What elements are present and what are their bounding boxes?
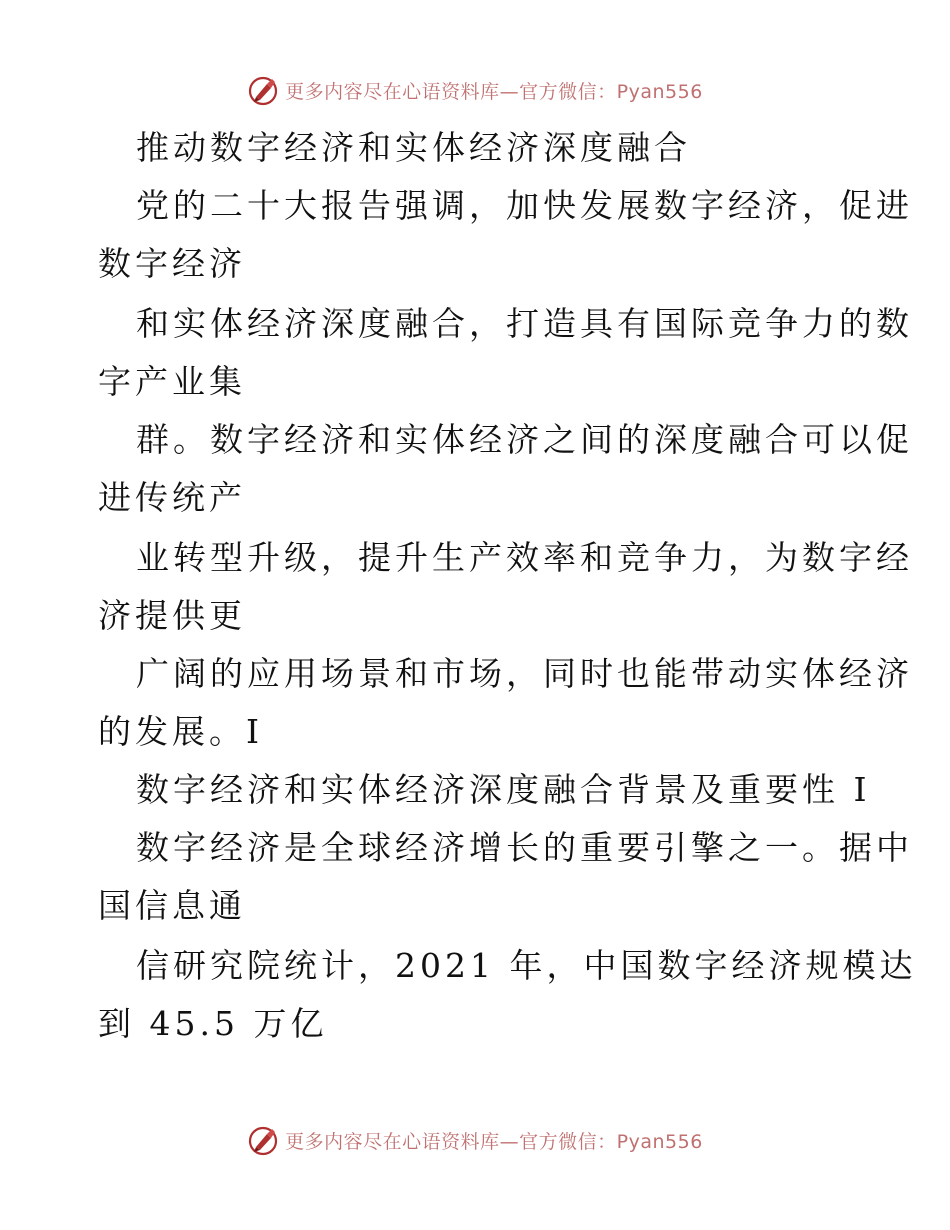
paragraph-line: 国信息通 — [98, 886, 246, 925]
header-banner — [0, 70, 950, 110]
paragraph-line: 数字经济是全球经济增长的重要引擎之一。据中 — [136, 828, 913, 867]
paragraph-line: 到 45.5 万亿 — [98, 1004, 328, 1043]
pen-logo-icon — [247, 1124, 279, 1156]
paragraph-line: 的发展。I — [98, 712, 264, 751]
paragraph-line: 党的二十大报告强调，加快发展数字经济，促进 — [136, 186, 913, 225]
doc-title-line: 推动数字经济和实体经济深度融合 — [136, 128, 691, 167]
paragraph-line: 和实体经济深度融合，打造具有国际竞争力的数 — [136, 304, 913, 343]
paragraph-line: 数字经济 — [98, 244, 246, 283]
paragraph-line: 进传统产 — [98, 478, 246, 517]
paragraph-line: 信研究院统计，2021 年，中国数字经济规模达 — [136, 946, 917, 985]
paragraph-line: 广阔的应用场景和市场，同时也能带动实体经济 — [136, 654, 913, 693]
header-banner-text: 更多内容尽在心语资料库—官方微信：Pyan556 — [285, 80, 703, 103]
paragraph-line: 字产业集 — [98, 362, 246, 401]
paragraph-line: 济提供更 — [98, 596, 246, 635]
paragraph-line: 群。数字经济和实体经济之间的深度融合可以促 — [136, 420, 913, 459]
section-heading-line: 数字经济和实体经济深度融合背景及重要性 I — [136, 770, 871, 809]
pen-logo-icon — [247, 74, 279, 106]
footer-banner-text: 更多内容尽在心语资料库—官方微信：Pyan556 — [285, 1130, 703, 1153]
paragraph-line: 业转型升级，提升生产效率和竞争力，为数字经 — [136, 538, 913, 577]
footer-banner — [0, 1120, 950, 1160]
